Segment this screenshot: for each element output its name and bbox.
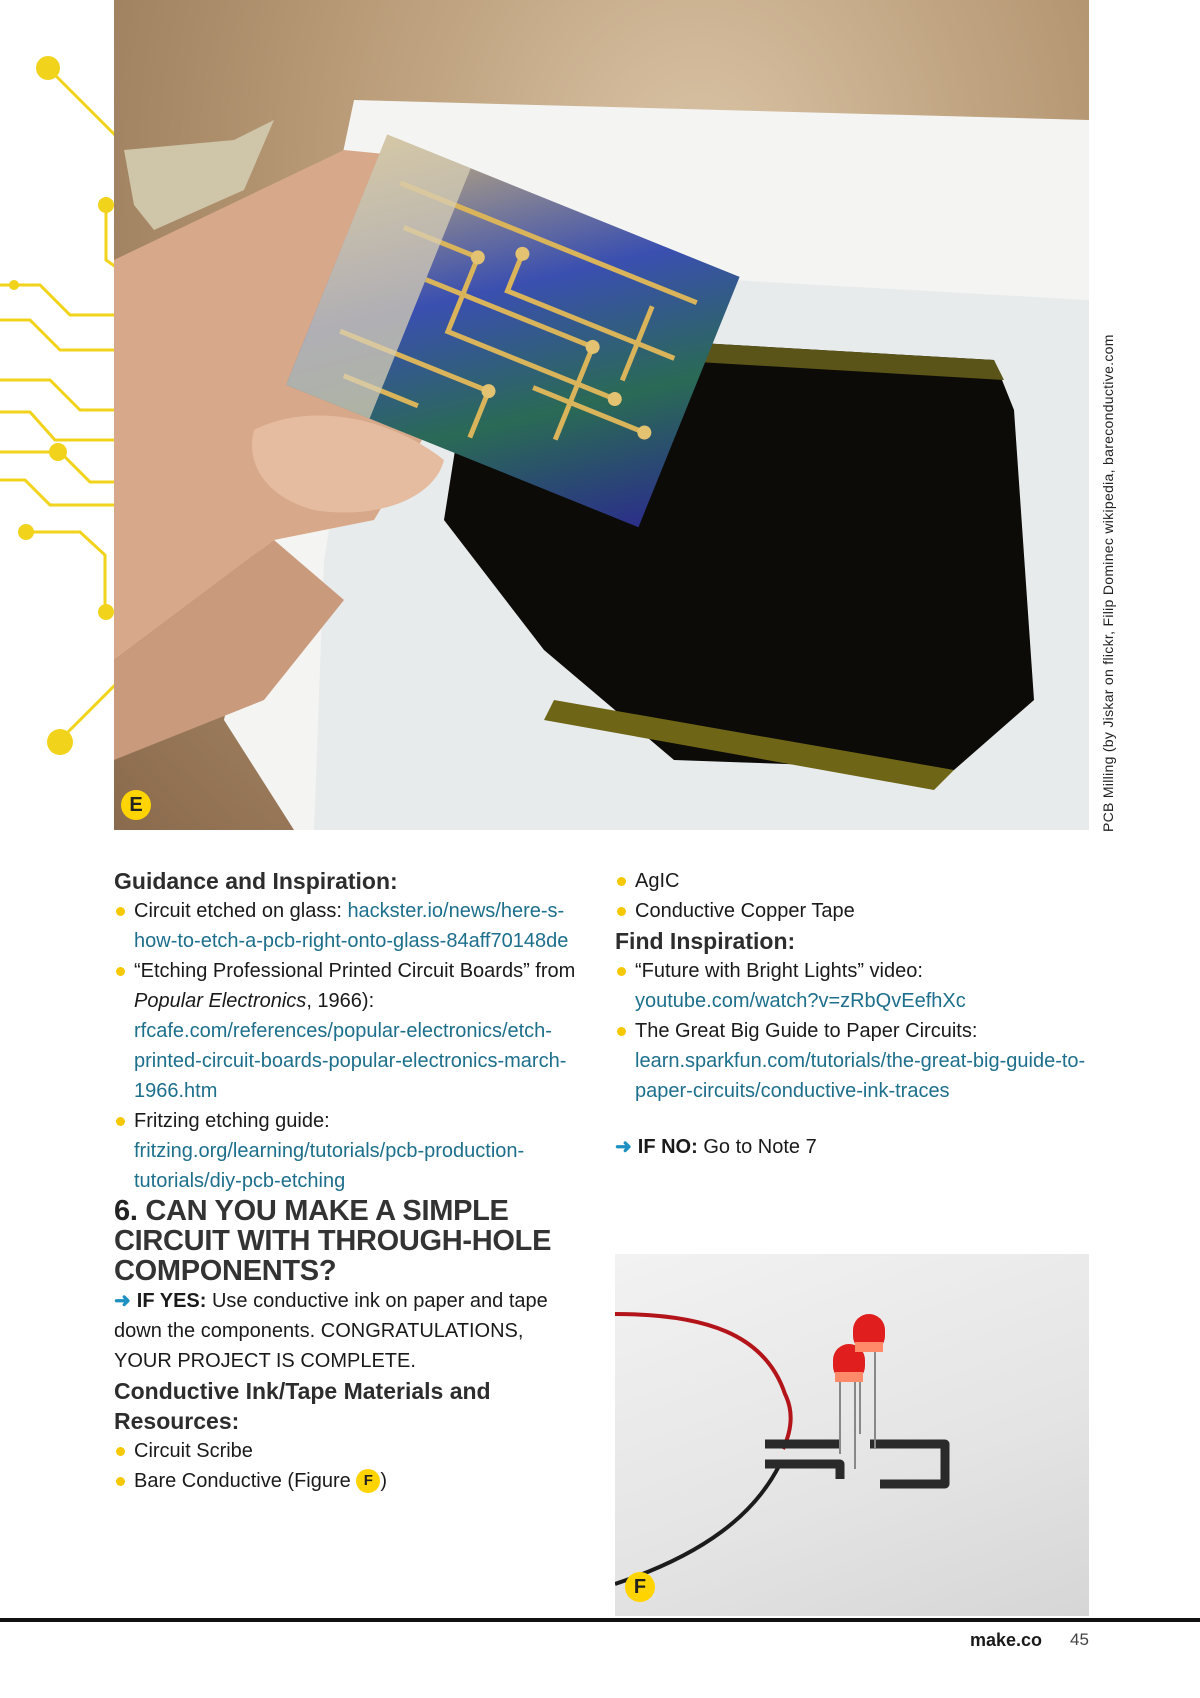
list-item: Conductive Copper Tape <box>615 896 1095 926</box>
right-column <box>615 866 1095 1162</box>
materials-heading: Conductive Ink/Tape Materials and Resources: <box>114 1378 491 1434</box>
photo-credit: PCB Milling (by Jiskar on flickr, Filip Dominec wikipedia, bareconductive.com <box>1100 334 1116 832</box>
figure-f-reference-badge: F <box>356 1469 380 1493</box>
materials-list-continued <box>615 866 1095 926</box>
figure-e-badge: E <box>121 790 151 820</box>
question-number: 6. <box>114 1195 138 1227</box>
sparkfun-link[interactable]: learn.sparkfun.com/tutorials/the-great-big-guide-to-paper-circuits/conductive-ink-traces <box>635 1050 1086 1102</box>
guidance-heading: Guidance and Inspiration: <box>114 868 398 894</box>
guidance-list <box>114 896 584 1196</box>
if-yes-text: Use conductive ink on paper and tape down the components. CONGRATULATIONS, YOUR PROJECT IS COMPLETE. <box>114 1290 548 1372</box>
list-item: The Great Big Guide to Paper Circuits: learn.sparkfun.com/tutorials/the-great-big-guide-to-paper-circuits/conductive-ink-traces <box>615 1016 1095 1106</box>
circuit-trace-decoration <box>0 0 120 780</box>
right-arrow-icon: ➜ <box>615 1136 632 1158</box>
question-text: CAN YOU MAKE A SIMPLE CIRCUIT WITH THROUGH-HOLE COMPONENTS? <box>114 1195 552 1287</box>
publication-title: Popular Electronics <box>134 990 307 1012</box>
list-item: “Etching Professional Printed Circuit Boards” from Popular Electronics, 1966): rfcafe.com/references/popular-electronics/etch-printed-circuit-boards-popular-electronics-march-1966.htm <box>114 956 584 1106</box>
list-item: “Future with Bright Lights” video: youtube.com/watch?v=zRbQvEefhXc <box>615 956 1095 1016</box>
if-no-label: IF NO: <box>637 1136 698 1158</box>
inspiration-heading: Find Inspiration: <box>615 928 796 954</box>
conductive-ink-led-photo <box>615 1254 1089 1616</box>
page-number: 45 <box>1070 1630 1089 1649</box>
if-no-text: Go to Note 7 <box>703 1136 817 1158</box>
figure-f-badge: F <box>625 1572 655 1602</box>
inspiration-list <box>615 956 1095 1106</box>
list-item: Circuit etched on glass: hackster.io/news/here-s-how-to-etch-a-pcb-right-onto-glass-84aff70148de <box>114 896 584 956</box>
hackster-link[interactable]: hackster.io/news/here-s-how-to-etch-a-pcb-right-onto-glass-84aff70148de <box>134 900 569 952</box>
list-item: Bare Conductive (Figure F ) <box>114 1466 584 1496</box>
footer-rule <box>0 1618 1200 1622</box>
list-item: AgIC <box>615 866 1095 896</box>
fritzing-link[interactable]: fritzing.org/learning/tutorials/pcb-production-tutorials/diy-pcb-etching <box>134 1140 525 1192</box>
pcb-etching-photo <box>114 0 1089 830</box>
rfcafe-link[interactable]: rfcafe.com/references/popular-electronics/etch-printed-circuit-boards-popular-electronics-march-1966.htm <box>134 1020 567 1102</box>
left-column <box>114 866 584 1496</box>
footer-site: make.co <box>970 1630 1043 1650</box>
question-heading <box>114 1196 584 1286</box>
materials-list <box>114 1436 584 1496</box>
list-item: Circuit Scribe <box>114 1436 584 1466</box>
right-arrow-icon: ➜ <box>114 1290 131 1312</box>
list-item: Fritzing etching guide: fritzing.org/learning/tutorials/pcb-production-tutorials/diy-pcb-etching <box>114 1106 584 1196</box>
if-yes-label: IF YES: <box>136 1290 207 1312</box>
if-yes-paragraph <box>114 1286 584 1376</box>
youtube-link[interactable]: youtube.com/watch?v=zRbQvEefhXc <box>635 990 966 1012</box>
if-no-paragraph <box>615 1132 1095 1162</box>
